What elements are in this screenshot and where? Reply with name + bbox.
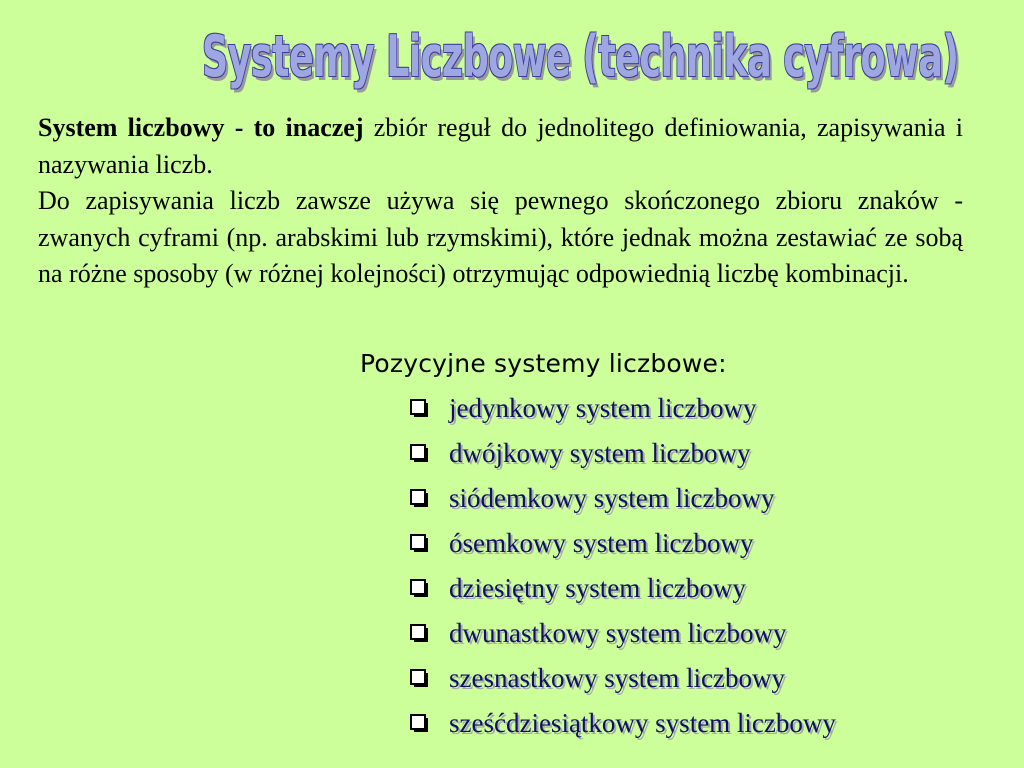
list-item [410, 701, 836, 746]
intro-paragraph-1 [38, 110, 963, 183]
subheading: Pozycyjne systemy liczbowe: [360, 349, 727, 378]
list-item-label: sześćdziesiątkowy system liczbowy [449, 708, 836, 738]
checkbox-square-icon [410, 579, 429, 598]
list-item-label: ósemkowy system liczbowy [449, 528, 754, 558]
checkbox-square-icon [410, 624, 429, 643]
systems-list [410, 386, 836, 746]
intro-definition: zbiór reguł do jednolitego definiowania, zapisywania i nazywania liczb. [38, 113, 963, 179]
list-item [410, 566, 836, 611]
checkbox-square-icon [410, 489, 429, 508]
list-item [410, 386, 836, 431]
intro-term: System liczbowy [38, 113, 225, 142]
list-item [410, 611, 836, 656]
slide-title: Systemy Liczbowe (technika cyfrowa) [201, 23, 959, 90]
list-item [410, 476, 836, 521]
list-item-label: dwójkowy system liczbowy [449, 438, 751, 468]
list-item-label: jedynkowy system liczbowy [449, 393, 757, 423]
list-item-label: dziesiętny system liczbowy [449, 573, 746, 603]
checkbox-square-icon [410, 669, 429, 688]
list-item-label: siódemkowy system liczbowy [449, 483, 775, 513]
checkbox-square-icon [410, 399, 429, 418]
list-item-label: dwunastkowy system liczbowy [449, 618, 787, 648]
intro-text [38, 110, 963, 293]
checkbox-square-icon [410, 714, 429, 733]
list-item [410, 431, 836, 476]
list-item-label: szesnastkowy system liczbowy [449, 663, 785, 693]
list-item [410, 521, 836, 566]
intro-dash: - to inaczej [224, 113, 364, 142]
checkbox-square-icon [410, 444, 429, 463]
list-item [410, 656, 836, 701]
intro-paragraph-2: Do zapisywania liczb zawsze używa się pewnego skończonego zbioru znaków - zwanych cyframi (np. arabskimi lub rzymskimi), które jednak można zestawiać ze sobą na różne sposoby (w różnej kolejności) otrzymując odpowiednią liczbę kombinacji. [38, 186, 963, 288]
checkbox-square-icon [410, 534, 429, 553]
